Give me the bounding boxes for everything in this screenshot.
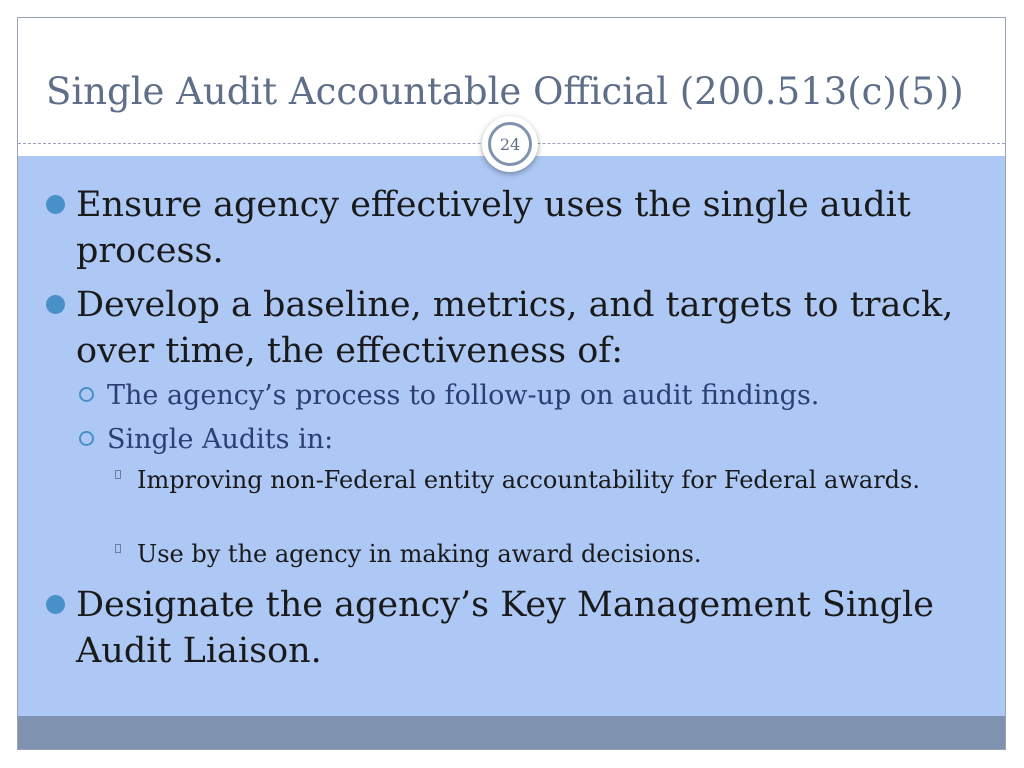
bullet-item — [76, 582, 976, 674]
page-number: 24 — [488, 122, 532, 166]
sub-sub-bullet-text: Improving non-Federal entity accountability for Federal awards. — [137, 466, 920, 494]
bullet-ring-icon — [79, 431, 94, 446]
sub-bullet-text: Single Audits in: — [107, 424, 334, 455]
sub-bullet-text: The agency’s process to follow-up on audit findings. — [107, 380, 820, 411]
bullet-text: Ensure agency effectively uses the single audit process. — [76, 185, 911, 271]
sub-bullet-item — [107, 378, 967, 414]
bullet-text: Designate the agency’s Key Management Single Audit Liaison. — [76, 585, 934, 671]
bullet-item — [76, 182, 976, 274]
bullet-item — [76, 282, 976, 374]
sub-sub-bullet-item — [137, 537, 957, 572]
sub-sub-bullet-item — [137, 463, 957, 498]
sub-bullet-item — [107, 422, 967, 458]
bullet-box-icon — [115, 544, 121, 553]
slide-title: Single Audit Accountable Official (200.513(c)(5)) — [46, 70, 964, 113]
bullet-dot-icon — [46, 195, 65, 214]
sub-sub-bullet-text: Use by the agency in making award decisions. — [137, 540, 702, 568]
bullet-box-icon — [115, 470, 121, 479]
bullet-text: Develop a baseline, metrics, and targets to track, over time, the effectiveness of: — [76, 285, 954, 371]
bullet-ring-icon — [79, 387, 94, 402]
page-number-badge — [482, 116, 538, 172]
bullet-dot-icon — [46, 595, 65, 614]
bullet-dot-icon — [46, 295, 65, 314]
slide — [17, 17, 1006, 750]
